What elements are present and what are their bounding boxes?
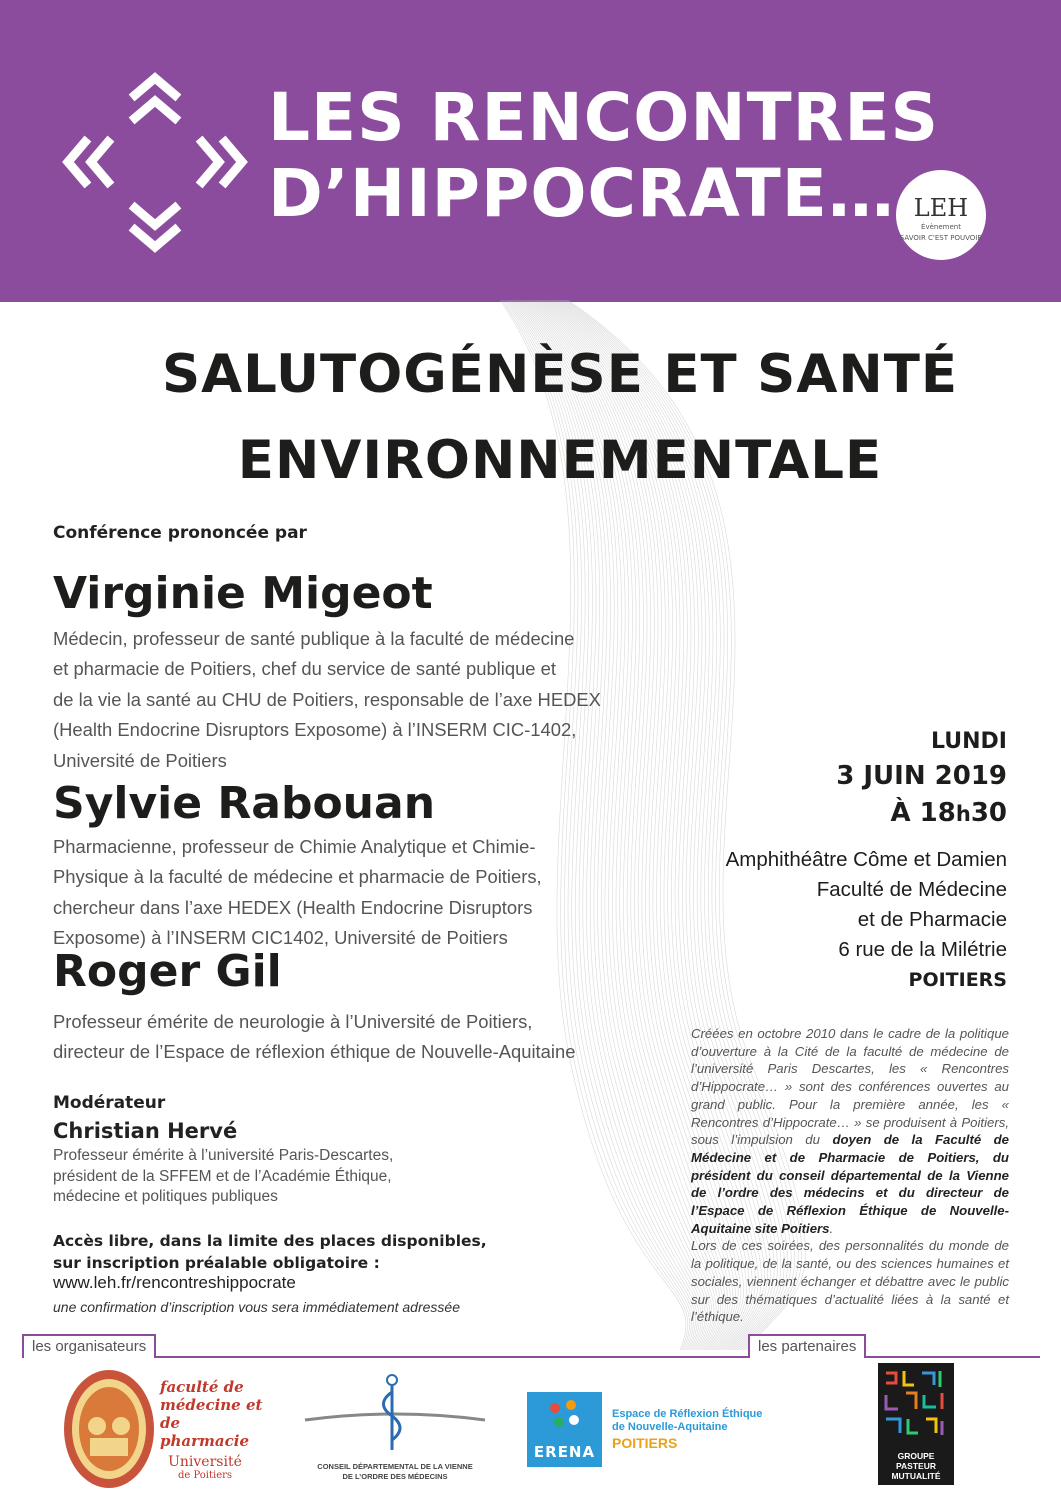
venue-line: 6 rue de la Milétrie: [838, 938, 1007, 961]
erena-dots-icon: [527, 1392, 602, 1437]
leh-logo-subtext: Évènement: [921, 223, 961, 231]
moderator-description-line: médecine et politiques publiques: [53, 1188, 278, 1205]
faculty-logo-line: médecine et: [160, 1396, 263, 1414]
erena-logo: [527, 1392, 602, 1467]
gpm-label-line: MUTUALITÉ: [891, 1471, 941, 1481]
moderator-label: Modérateur: [53, 1093, 166, 1113]
moderator-description-line: président de la SFFEM et de l’Académie Éthique,: [53, 1167, 392, 1185]
event-time-minutes: 30: [970, 798, 1007, 828]
ordre-text-line: CONSEIL DÉPARTEMENTAL DE LA VIENNE: [317, 1462, 473, 1471]
access-info: [53, 1230, 493, 1274]
header-banner: [0, 0, 1061, 302]
conference-title-line1: SALUTOGÉNÈSE ET SANTÉ: [161, 344, 959, 405]
moderator-description: [53, 1146, 433, 1208]
conference-title-line2: ENVIRONNEMENTALE: [237, 430, 883, 491]
organisers-label: les organisateurs: [22, 1334, 156, 1358]
event-venue: [607, 845, 1007, 995]
speaker-description-line: de la vie la santé au CHU de Poitiers, responsable de l’axe HEDEX: [53, 688, 601, 710]
faculty-logo-line: faculté de: [160, 1378, 244, 1396]
about-text: [691, 1025, 1009, 1326]
venue-line: et de Pharmacie: [857, 908, 1007, 931]
faculty-logo-text: [160, 1378, 270, 1450]
event-day: LUNDI: [931, 729, 1007, 754]
speaker-description: [53, 1007, 583, 1068]
event-time-hour: 18: [919, 798, 956, 828]
gpm-label-line: PASTEUR: [896, 1461, 936, 1471]
confirmation-note: une confirmation d’inscription vous sera immédiatement adressée: [53, 1299, 460, 1315]
about-part1: Créées en octobre 2010 dans le cadre de la politique d’ouverture à la Cité de la faculté de médecine de l’université Paris Descartes, les « Rencontres d’Hippocrate… » sont des conférences ouvertes au grand public. Pour la première année, les « Rencontres d’Hippocrate… » se produisent à Poitiers, sous l’impulsion du: [691, 1026, 1009, 1148]
speaker-name: Virginie Migeot: [53, 568, 433, 619]
ordre-medecins-text: [300, 1462, 490, 1482]
moderator-name: Christian Hervé: [53, 1119, 238, 1143]
faculty-logo-line: de pharmacie: [160, 1414, 249, 1450]
event-date: [627, 728, 1007, 831]
conference-intro: Conférence prononcée par: [53, 523, 307, 543]
speaker-description-line: directeur de l’Espace de réflexion éthique de Nouvelle-Aquitaine: [53, 1041, 576, 1063]
registration-link[interactable]: www.leh.fr/rencontreshippocrate: [53, 1273, 296, 1292]
gpm-label-line: GROUPE: [897, 1451, 935, 1461]
speaker-description-line: Médecin, professeur de santé publique à la faculté de médecine: [53, 628, 575, 649]
erena-city: POITIERS: [612, 1435, 678, 1451]
arrows-logo-icon: [60, 70, 250, 255]
about-part3: Lors de ces soirées, des personnalités du monde de la politique, de la santé, ou des sciences humaines et sociales, viennent échanger et débattre avec le public sur des thématiques d’actualité liées à la santé et l’éthique.: [691, 1238, 1009, 1325]
gpm-pattern-icon: [878, 1363, 954, 1449]
speaker-name: Sylvie Rabouan: [53, 778, 436, 829]
conference-title: [60, 332, 1060, 504]
access-line: sur inscription préalable obligatoire :: [53, 1254, 380, 1272]
speaker-description-line: Physique à la faculté de médecine et pharmacie de Poitiers,: [53, 866, 542, 888]
speaker-description-line: Université de Poitiers: [53, 749, 227, 771]
erena-text-line: de Nouvelle-Aquitaine: [612, 1421, 728, 1433]
speaker-description-line: Pharmacienne, professeur de Chimie Analytique et Chimie-: [53, 836, 536, 857]
footer-divider: [22, 1356, 1040, 1358]
series-title: [268, 80, 968, 232]
university-logo-line: de Poitiers: [177, 1470, 233, 1481]
university-logo: [160, 1455, 250, 1483]
groupe-pasteur-mutualite-logo: [878, 1363, 954, 1485]
speaker-description-line: chercheur dans l’axe HEDEX (Health Endocrine Disruptors: [53, 896, 533, 918]
speaker-description-line: (Health Endocrine Disruptors Exposome) à l’INSERM CIC-1402,: [53, 719, 577, 741]
venue-line: Faculté de Médecine: [816, 878, 1007, 901]
ordre-text-line: DE L’ORDRE DES MÉDECINS: [342, 1472, 448, 1481]
event-date-text: 3 JUIN 2019: [836, 761, 1007, 791]
speaker-description-line: et pharmacie de Poitiers, chef du service de santé publique et: [53, 658, 556, 680]
event-time-prefix: À: [890, 798, 911, 828]
erena-text-line: Espace de Réflexion Éthique: [612, 1408, 763, 1420]
event-time: [627, 796, 1007, 831]
erena-text: [612, 1408, 782, 1452]
university-logo-line: Université: [168, 1454, 242, 1470]
access-line: Accès libre, dans la limite des places disponibles,: [53, 1232, 487, 1250]
leh-logo: [896, 170, 986, 260]
leh-logo-text: LEH: [913, 194, 969, 222]
erena-label: ERENA: [533, 1443, 596, 1461]
speaker-description: [53, 624, 601, 776]
speaker-description: [53, 832, 583, 954]
moderator-description-line: Professeur émérite à l’université Paris-Descartes,: [53, 1147, 394, 1164]
venue-line: Amphithéâtre Côme et Damien: [725, 848, 1007, 871]
about-part2: .: [829, 1220, 834, 1236]
series-title-line1: LES RENCONTRES: [268, 79, 940, 156]
speaker-description-line: Exposome) à l’INSERM CIC1402, Université de Poitiers: [53, 927, 508, 949]
faculty-seal-icon: [62, 1368, 157, 1490]
about-bold: doyen de la Faculté de Médecine et de Pharmacie de Poitiers, du président du conseil départemental de la Vienne de l’ordre des médecins et du directeur de l’Espace de Réflexion Éthique de Nouvelle-Aquitaine site Poitiers: [691, 1132, 1009, 1236]
gpm-label: [878, 1451, 954, 1481]
caduceus-icon: [300, 1372, 490, 1452]
leh-logo-tagline: SAVOIR C'EST POUVOIR: [899, 234, 983, 242]
event-time-h: h: [955, 802, 971, 826]
partners-label: les partenaires: [748, 1334, 866, 1358]
series-title-line2: D’HIPPOCRATE…: [268, 155, 895, 232]
speaker-description-line: Professeur émérite de neurologie à l’Université de Poitiers,: [53, 1011, 533, 1032]
speaker-name: Roger Gil: [53, 946, 282, 997]
venue-city: POITIERS: [908, 969, 1007, 991]
